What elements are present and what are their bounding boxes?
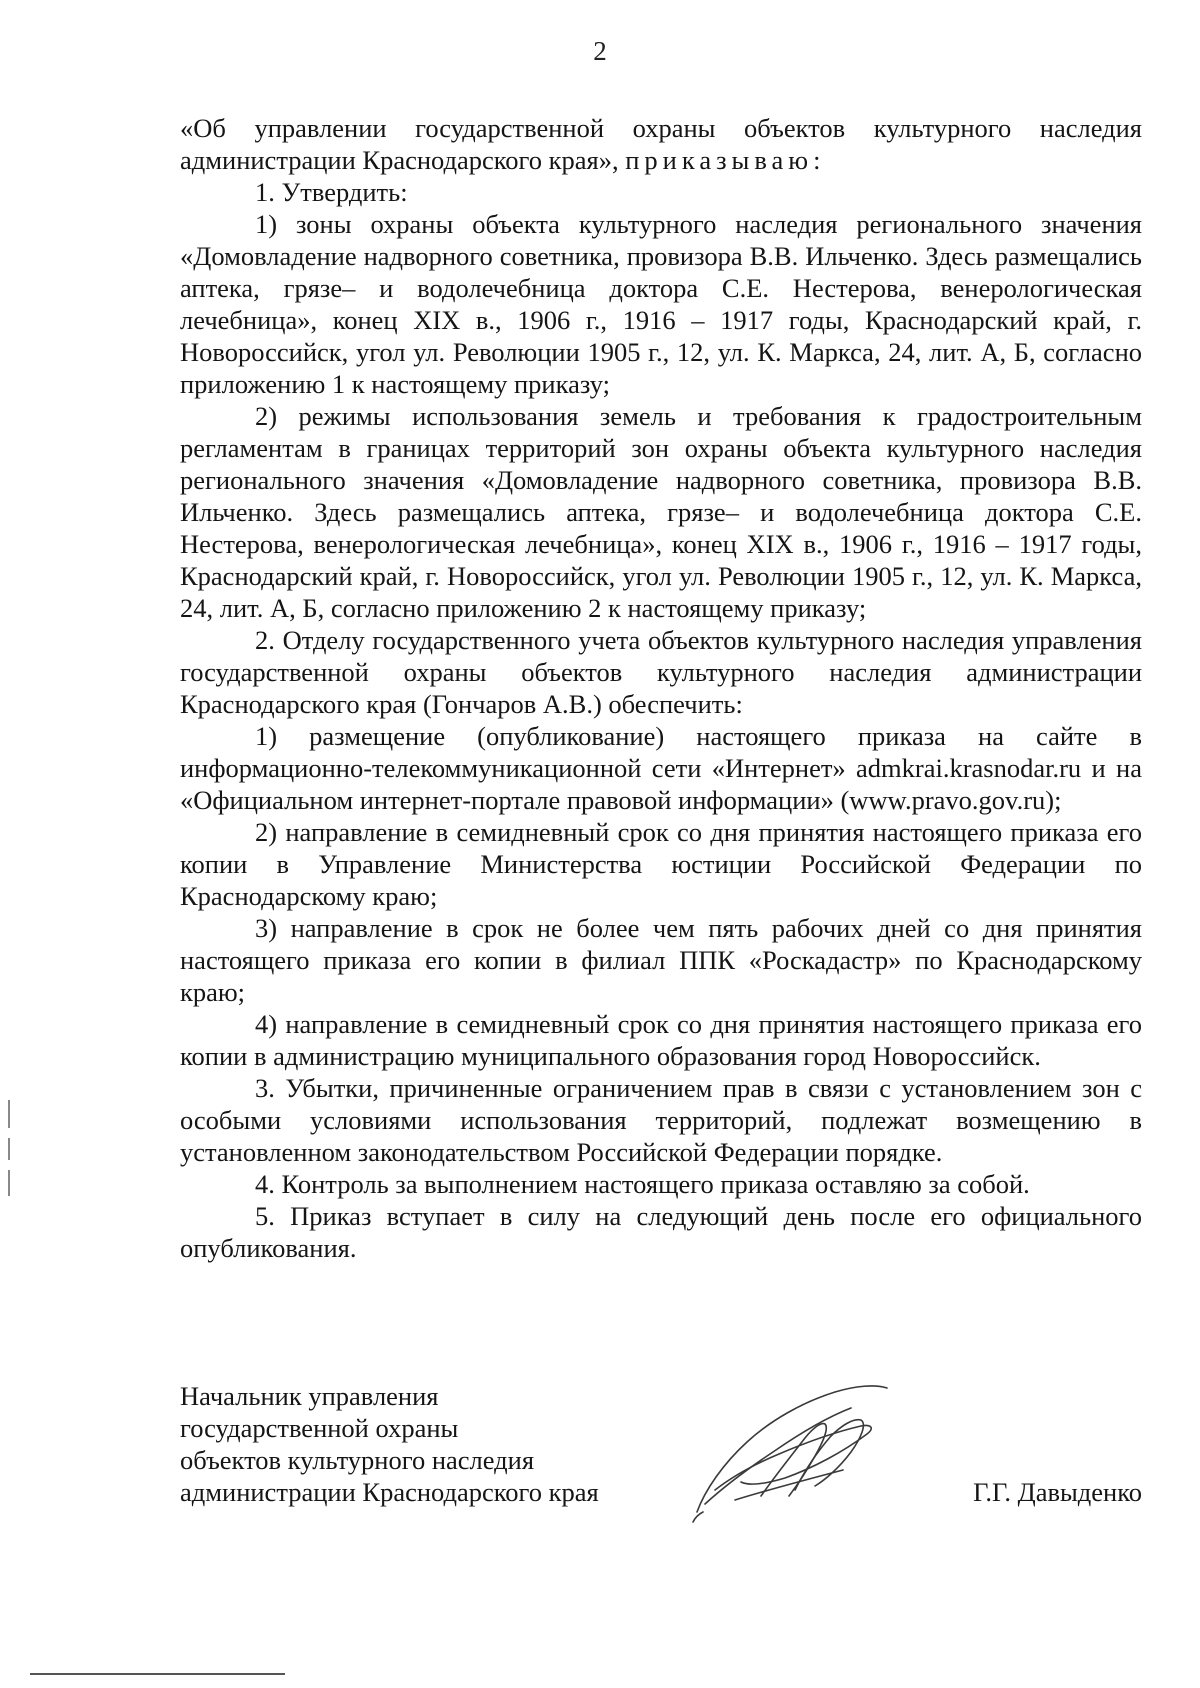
paragraph-item-4: 4. Контроль за выполнением настоящего приказа оставляю за собой. bbox=[255, 1169, 1030, 1199]
scan-mark bbox=[8, 1100, 10, 1128]
signatory-title-line: объектов культурного наследия bbox=[180, 1445, 535, 1475]
paragraph-item-2-4: 4) направление в семидневный срок со дня принятия настоящего приказа его копии в администрацию муниципального образования город Новороссийск. bbox=[180, 1009, 1142, 1071]
paragraph-item-2-2: 2) направление в семидневный срок со дня принятия настоящего приказа его копии в Управление Министерства юстиции Российской Федерации по Краснодарскому краю; bbox=[180, 817, 1142, 911]
signatory-title-line: государственной охраны bbox=[180, 1413, 459, 1443]
paragraph-item-2-1: 1) размещение (опубликование) настоящего приказа на сайте в информационно-телекоммуникационной сети «Интернет» admkrai.krasnodar.ru и на «Официальном интернет-портале правовой информации» (www.pravo.gov.ru); bbox=[180, 721, 1142, 815]
bottom-scan-line bbox=[30, 1673, 285, 1675]
paragraph-item-2: 2. Отделу государственного учета объектов культурного наследия управления государственной охраны объектов культурного наследия администрации Краснодарского края (Гончаров А.В.) обеспечить: bbox=[180, 625, 1142, 719]
order-word: приказываю: bbox=[625, 145, 826, 175]
paragraph-item-1-2: 2) режимы использования земель и требования к градостроительным регламентам в границах территорий зон охраны объекта культурного наследия регионального значения «Домовладение надворного советника, провизора В.В. Ильченко. Здесь размещались аптека, грязе– и водолечебница доктора С.Е. Нестерова, венерологическая лечебница», конец XIX в., 1906 г., 1916 – 1917 годы, Краснодарский край, г. Новороссийск, угол ул. Революции 1905 г., 12, ул. К. Маркса, 24, лит. А, Б, согласно приложению 2 к настоящему приказу; bbox=[180, 401, 1142, 623]
paragraph-preamble bbox=[180, 112, 1142, 176]
page-number: 2 bbox=[593, 36, 607, 66]
signatory-name: Г.Г. Давыденко bbox=[973, 1477, 1142, 1507]
signatory-title-line: администрации Краснодарского края bbox=[180, 1477, 599, 1507]
document-body bbox=[180, 112, 1142, 1264]
scan-mark bbox=[8, 1170, 10, 1196]
handwritten-signature bbox=[675, 1372, 905, 1532]
signatory-title bbox=[180, 1380, 599, 1508]
signature-block bbox=[180, 1380, 1142, 1540]
paragraph-item-5: 5. Приказ вступает в силу на следующий день после его официального опубликования. bbox=[180, 1201, 1142, 1263]
scan-mark bbox=[8, 1138, 10, 1160]
margin-scan-marks bbox=[8, 1100, 14, 1200]
paragraph-item-3: 3. Убытки, причиненные ограничением прав в связи с установлением зон с особыми условиями использования территорий, подлежат возмещению в установленном законодательством Российской Федерации порядке. bbox=[180, 1073, 1142, 1167]
paragraph-item-1: 1. Утвердить: bbox=[255, 177, 408, 207]
preamble-text: «Об управлении государственной охраны объектов культурного наследия администрации Краснодарского края», bbox=[180, 113, 1142, 175]
paragraph-item-1-1: 1) зоны охраны объекта культурного наследия регионального значения «Домовладение надворного советника, провизора В.В. Ильченко. Здесь размещались аптека, грязе– и водолечебница доктора С.Е. Нестерова, венерологическая лечебница», конец XIX в., 1906 г., 1916 – 1917 годы, Краснодарский край, г. Новороссийск, угол ул. Революции 1905 г., 12, ул. К. Маркса, 24, лит. А, Б, согласно приложению 1 к настоящему приказу; bbox=[180, 209, 1142, 399]
signatory-title-line: Начальник управления bbox=[180, 1381, 439, 1411]
paragraph-item-2-3: 3) направление в срок не более чем пять рабочих дней со дня принятия настоящего приказа его копии в филиал ППК «Роскадастр» по Краснодарскому краю; bbox=[180, 913, 1142, 1007]
